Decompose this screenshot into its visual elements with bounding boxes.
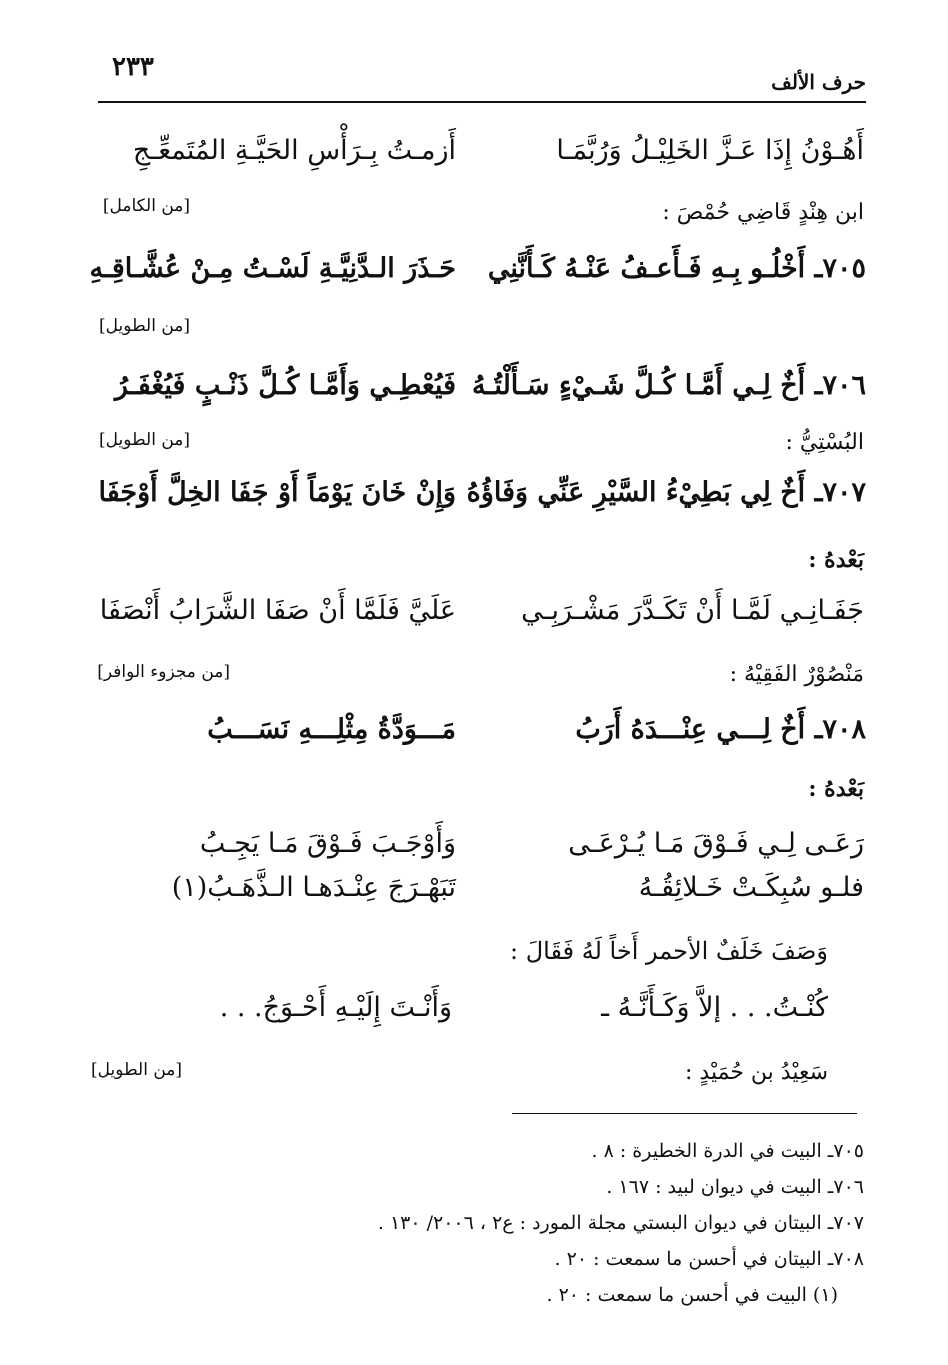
meter-label: [من الكامل] (102, 196, 190, 216)
poet-name: البُسْتِيُّ : (785, 430, 864, 455)
footnote-rule (512, 1113, 857, 1114)
page-number: ٢٣٣ (112, 52, 154, 82)
poet-name: ابن هِنْدٍ قَاضِي حُمْصَ : (662, 200, 864, 225)
header-rule (98, 101, 866, 103)
verse-hemistich-1: أَهُـوْنُ إِذَا عَـزَّ الخَلِيْـلُ وَرُبَّمَـا (556, 135, 864, 166)
poet-name: سَعِيْدُ بن حُمَيْدٍ : (685, 1060, 828, 1085)
verse-hemistich-2: أَزمـتُ بِـرَأْسِ الحَيَّـةِ المُتَمعِّـجِ (132, 135, 456, 166)
verse-hemistich-2: تَبَهْـرَجَ عِنْـدَهـا الـذَّهَـبُ(١) (171, 872, 456, 903)
verse-708-hemistich-2: مَـــوَدَّةُ مِثْلِـــهِ نَسَـــبُ (207, 714, 456, 745)
verse-hemistich-2: عَلَيَّ فَلَمَّا أَنْ صَفَا الشَّرَابُ أَنْصَفَا (99, 595, 456, 626)
meter-label: [من الطويل] (99, 430, 190, 450)
verse-705-hemistich-2: حَـذَرَ الـدَّنِيَّـةِ لَسْـتُ مِـنْ عُشَّـاقِـهِ (89, 253, 456, 284)
footnote: ٧٠٧ـ البيتان في ديوان البستي مجلة المورد : ع٢ ، ٢٠٠٦/ ١٣٠ . (377, 1212, 864, 1234)
verse-705-hemistich-1: ٧٠٥ـ أَخْلُـو بِـهِ فَـأَعـفُ عَنْـهُ كَـأَنَّنِي (487, 253, 866, 284)
verse-706-hemistich-1: ٧٠٦ـ أَخٌ لِـي أَمَّـا كُـلَّ شَـيْءٍ سَـأَلْتُـهُ (472, 370, 866, 401)
verse-hemistich-2: وَأَنْـتَ إِلَيْـهِ أَحْـوَجُ. . . (219, 992, 452, 1023)
verse-hemistich-1: جَفَـانِـي لَمَّـا أَنْ تَكَـدَّرَ مَشْـرَبِـي (521, 595, 864, 626)
verse-hemistich-2: وَأَوْجَـبَ فَـوْقَ مَـا يَجِـبُ (199, 828, 456, 859)
verse-707-hemistich-1: ٧٠٧ـ أَخٌ لِي بَطِيْءُ السَّيْرِ عَنِّي وَفَاؤُهُ (466, 477, 866, 508)
meter-label: [من الطويل] (99, 316, 190, 336)
poet-name: مَنْصُوْرٌ الفَقِيْهُ : (729, 662, 864, 687)
continuation-label: بَعْدهُ : (808, 776, 864, 802)
prose-line: وَصَفَ خَلَفٌ الأحمر أَخاً لَهُ فَقَالَ : (510, 937, 828, 965)
verse-hemistich-1: كُنْـتُ. . . إلاَّ وَكَـأَنَّـهُ ـ (601, 992, 828, 1023)
verse-hemistich-1: رَعَـى لِـي فَـوْقَ مَـا يُـرْعَـى (568, 828, 864, 859)
verse-706-hemistich-2: فَيُعْطِـي وَأَمَّـا كُـلَّ ذَنْـبٍ فَيُغْفَـرُ (114, 370, 456, 401)
verse-708-hemistich-1: ٧٠٨ـ أَخٌ لِـــي عِنْـــدَهُ أَرَبُ (575, 714, 866, 745)
footnote: ٧٠٨ـ البيتان في أحسن ما سمعت : ٢٠ . (554, 1248, 864, 1270)
chapter-title: حرف الألف (771, 70, 866, 94)
footnote: (١) البيت في أحسن ما سمعت : ٢٠ . (546, 1284, 838, 1306)
meter-label: [من الطويل] (91, 1060, 182, 1080)
verse-707-hemistich-2: وَإِنْ خَانَ يَوْمَاً أَوْ جَفَا الخِلَّ أَوْجَفَا (98, 477, 456, 508)
footnote: ٧٠٥ـ البيت في الدرة الخطيرة : ٨ . (591, 1140, 864, 1162)
continuation-label: بَعْدهُ : (808, 547, 864, 573)
verse-hemistich-1: فلـو سُبِكَـتْ خَـلائِقُـهُ (638, 872, 864, 903)
footnote: ٧٠٦ـ البيت في ديوان لبيد : ١٦٧ . (606, 1176, 864, 1198)
meter-label: [من مجزوء الوافر] (97, 662, 230, 682)
